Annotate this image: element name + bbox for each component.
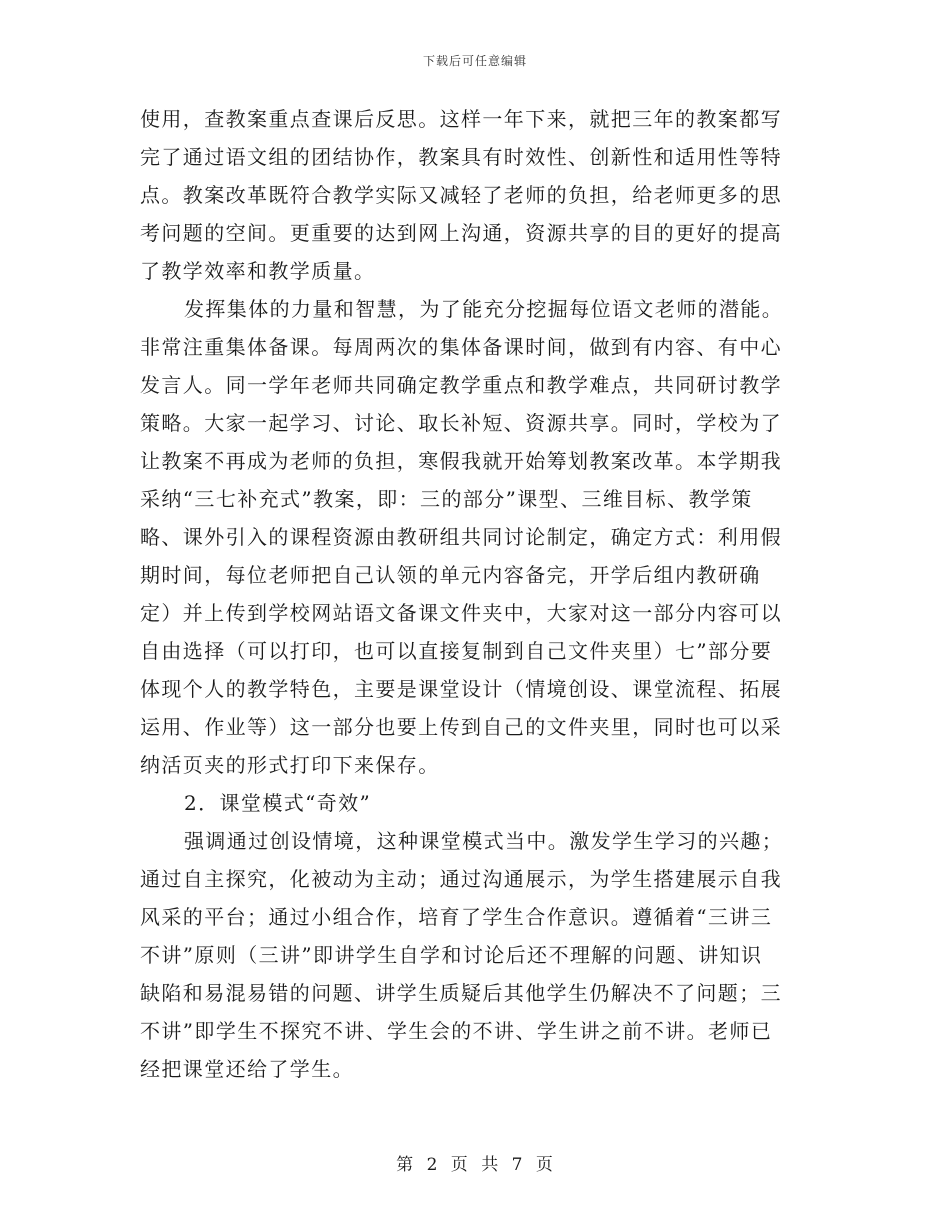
paragraph bbox=[140, 290, 808, 784]
text-line: 非常注重集体备课。每周两次的集体备课时间，做到有内容、有中心 bbox=[140, 335, 782, 359]
footer-prefix: 第 bbox=[396, 1155, 415, 1175]
text-line: 发言人。同一学年老师共同确定教学重点和教学难点，共同研讨教学 bbox=[140, 373, 782, 397]
paragraph bbox=[140, 822, 808, 1088]
footer-total-unit: 页 bbox=[535, 1155, 554, 1175]
text-line: 略、课外引入的课程资源由教研组共同讨论制定，确定方式：利用假 bbox=[140, 525, 782, 549]
text-line: 定）并上传到学校网站语文备课文件夹中，大家对这一部分内容可以 bbox=[140, 601, 782, 625]
footer-page-unit: 页 bbox=[450, 1155, 469, 1175]
text-line: 运用、作业等）这一部分也要上传到自己的文件夹里，同时也可以采 bbox=[140, 715, 782, 739]
text-line: 策略。大家一起学习、讨论、取长补短、资源共享。同时，学校为了 bbox=[140, 411, 782, 435]
text-line: 2．课堂模式“奇效” bbox=[184, 791, 372, 815]
page-footer bbox=[0, 1153, 950, 1177]
text-line: 通过自主探究，化被动为主动；通过沟通展示，为学生搭建展示自我 bbox=[140, 867, 782, 891]
text-line: 考问题的空间。更重要的达到网上沟通，资源共享的目的更好的提高 bbox=[140, 221, 782, 245]
text-line: 不讲”原则（三讲”即讲学生自学和讨论后还不理解的问题、讲知识 bbox=[140, 943, 763, 967]
paragraph bbox=[140, 100, 808, 290]
text-line: 完了通过语文组的团结协作，教案具有时效性、创新性和适用性等特 bbox=[140, 145, 782, 169]
text-line: 强调通过创设情境，这种课堂模式当中。激发学生学习的兴趣； bbox=[184, 829, 784, 853]
text-line: 纳活页夹的形式打印下来保存。 bbox=[140, 753, 440, 777]
text-line: 体现个人的教学特色，主要是课堂设计（情境创设、课堂流程、拓展 bbox=[140, 677, 782, 701]
text-line: 了教学效率和教学质量。 bbox=[140, 259, 376, 283]
paragraph bbox=[140, 784, 808, 822]
page-header bbox=[0, 53, 950, 69]
document-body bbox=[140, 100, 808, 1088]
text-line: 采纳“三七补充式”教案，即：三的部分”课型、三维目标、教学策 bbox=[140, 487, 753, 511]
text-line: 点。教案改革既符合教学实际又减轻了老师的负担，给老师更多的思 bbox=[140, 183, 782, 207]
footer-page-number: 2 bbox=[426, 1155, 439, 1175]
footer-total-pages: 7 bbox=[511, 1155, 524, 1175]
text-line: 让教案不再成为老师的负担，寒假我就开始筹划教案改革。本学期我 bbox=[140, 449, 782, 473]
text-line: 使用，查教案重点查课后反思。这样一年下来，就把三年的教案都写 bbox=[140, 107, 782, 131]
text-line: 经把课堂还给了学生。 bbox=[140, 1057, 354, 1081]
text-line: 自由选择（可以打印，也可以直接复制到自己文件夹里）七”部分要 bbox=[140, 639, 773, 663]
text-line: 不讲”即学生不探究不讲、学生会的不讲、学生讲之前不讲。老师已 bbox=[140, 1019, 773, 1043]
text-line: 期时间，每位老师把自己认领的单元内容备完，开学后组内教研确 bbox=[140, 563, 761, 587]
text-line: 发挥集体的力量和智慧，为了能充分挖掘每位语文老师的潜能。 bbox=[184, 297, 784, 321]
text-line: 缺陷和易混易错的问题、讲学生质疑后其他学生仍解决不了问题；三 bbox=[140, 981, 782, 1005]
footer-total-prefix: 共 bbox=[481, 1155, 500, 1175]
text-line: 风采的平台；通过小组合作，培育了学生合作意识。遵循着“三讲三 bbox=[140, 905, 773, 929]
header-text: 下载后可任意编辑 bbox=[422, 54, 527, 68]
